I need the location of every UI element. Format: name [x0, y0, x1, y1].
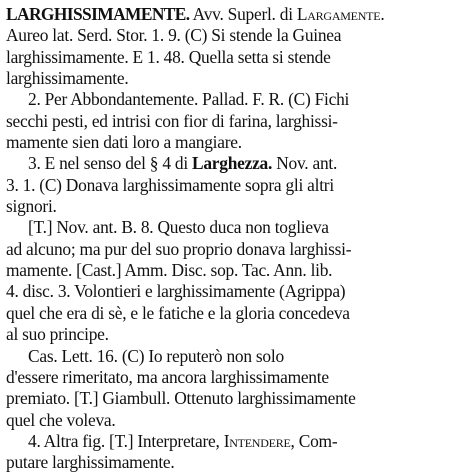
entry-line [6, 153, 462, 174]
headword-paragraph [6, 4, 462, 89]
citation: Nov. ant. [272, 153, 338, 174]
entry-line: [T.] Nov. ant. B. 8. Questo duca non toglieva [28, 217, 329, 238]
cross-reference: Intendere, [223, 430, 295, 451]
entry-line: Aureo lat. Serd. Stor. 1. 9. (C) Si stende la Guinea [6, 25, 342, 46]
grammar-note: Avv. Superl. di [189, 4, 297, 24]
sense-3-paragraph [6, 153, 462, 217]
entry-line: mamente sien dati loro a mangiare. [6, 132, 242, 153]
entry-line: Cas. Lett. 16. (C) Io reputerò non solo [28, 345, 284, 366]
sense-2-paragraph [6, 89, 462, 153]
entry-line: secchi pesti, ed intrisi con fior di farina, larghissi- [6, 110, 338, 131]
cross-reference: Larghezza. [192, 153, 273, 174]
entry-line: 4. disc. 3. Volontieri e larghissimamente (Agrippa) [6, 281, 346, 302]
entry-line: larghissimamente. [6, 68, 129, 89]
sense-label: 3. E nel senso del § 4 di [28, 153, 193, 174]
entry-line: d'essere rimeritato, ma ancora larghissimamente [6, 366, 329, 387]
entry-line: 2. Per Abbondantemente. Pallad. F. R. (C) Fichi [28, 89, 350, 110]
entry-line: quel che voleva. [6, 409, 116, 430]
entry-line: quel che era di sè, e le fatiche e la gloria concedeva [6, 302, 350, 323]
sense-label: 4. Altra fig. [T.] Interpretare, [28, 430, 224, 451]
entry-line: mamente. [Cast.] Amm. Disc. sop. Tac. Ann. lib. [6, 260, 333, 281]
headword: LARGHISSIMAMENTE. [6, 4, 190, 24]
entry-line: putare larghissimamente. [6, 452, 175, 473]
entry-line [6, 431, 462, 452]
sense-4-paragraph [6, 431, 462, 474]
entry-line: 3. 1. (C) Donava larghissimamente sopra gli altri [6, 174, 334, 195]
cross-reference: Largamente. [296, 4, 385, 24]
entry-line: signori. [6, 196, 57, 217]
entry-line: premiato. [T.] Giambull. Ottenuto larghissimamente [6, 388, 356, 409]
entry-line: al suo principe. [6, 324, 109, 345]
quotation-paragraph [6, 346, 462, 431]
quotation-paragraph [6, 217, 462, 345]
entry-text: Com- [294, 430, 338, 451]
entry-line: ad alcuno; ma pur del suo proprio donava larghissi- [6, 238, 352, 259]
entry-line [6, 4, 462, 25]
entry-line: larghissimamente. E 1. 48. Quella setta si stende [6, 46, 331, 67]
